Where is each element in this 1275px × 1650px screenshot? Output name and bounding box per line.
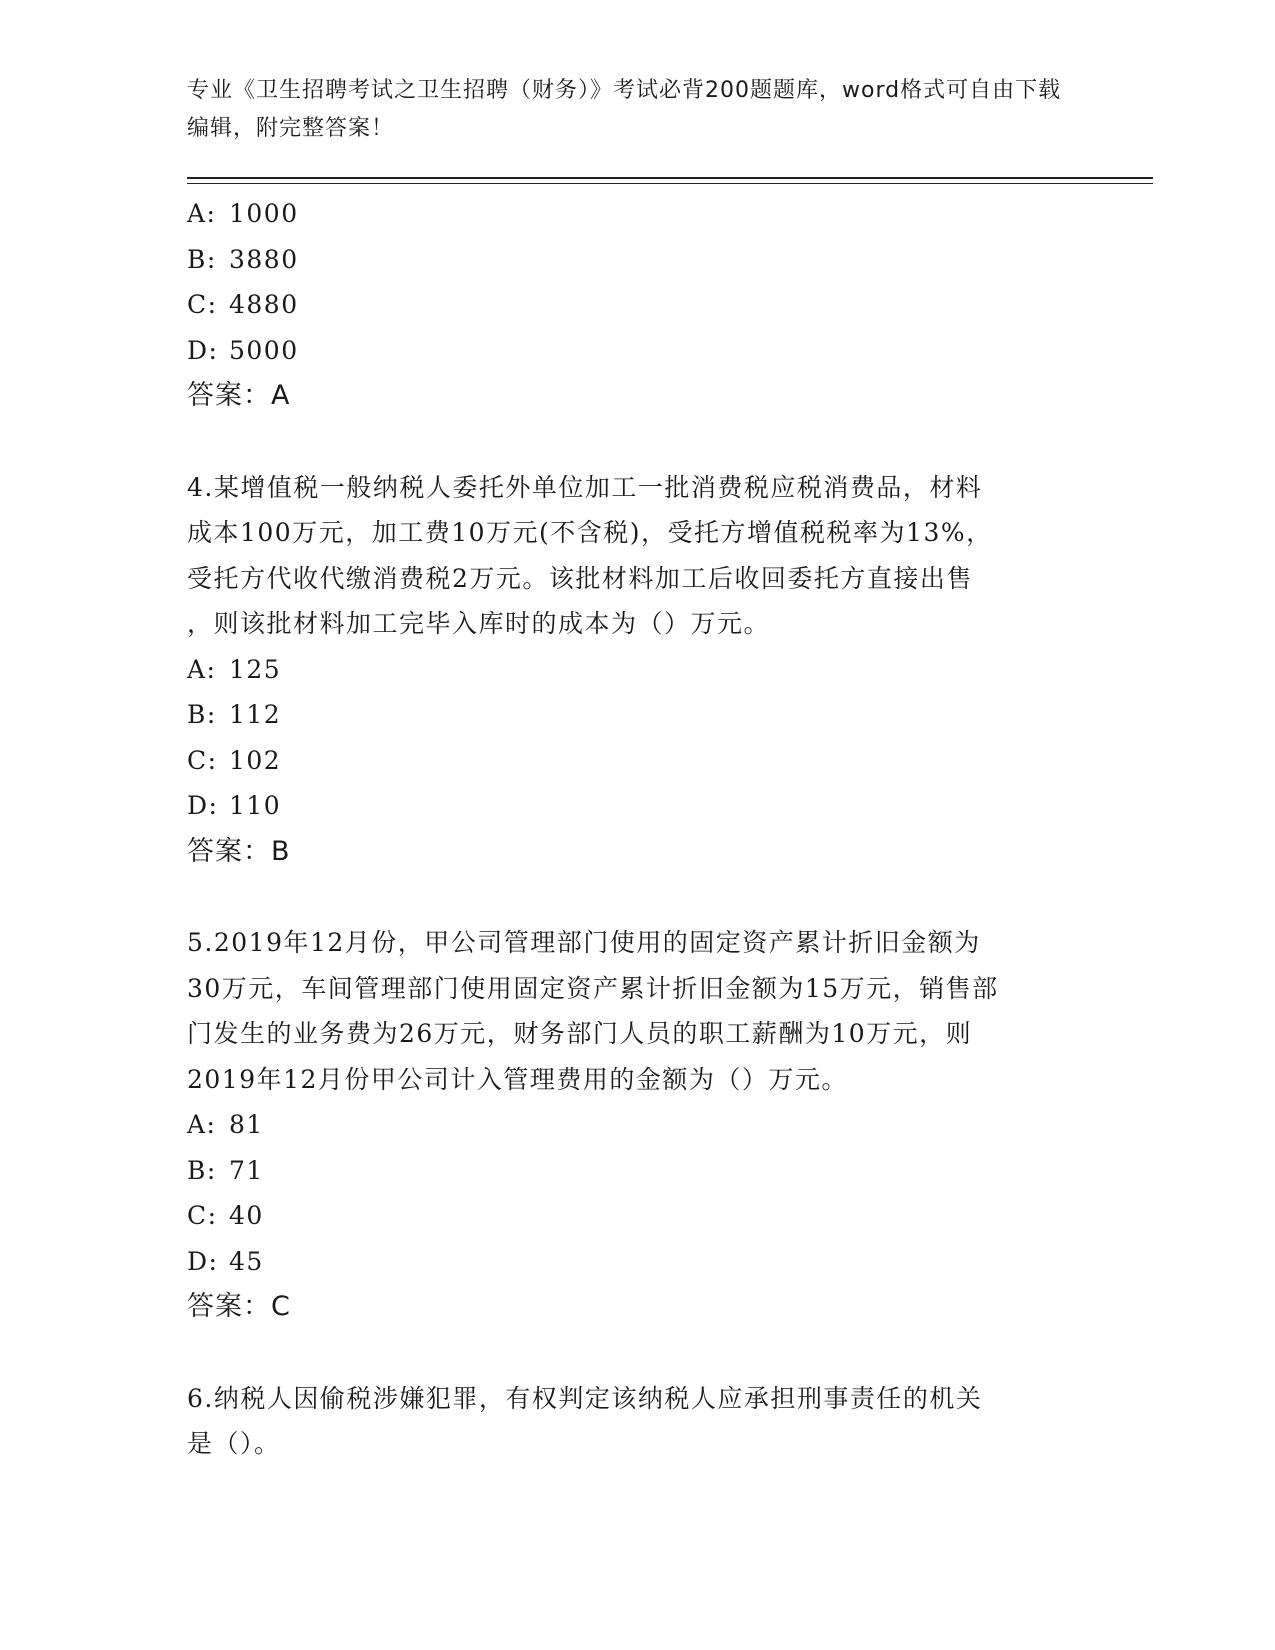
answer-line: 答案：A xyxy=(187,380,291,411)
option-b: B: 71 xyxy=(187,1155,264,1185)
option-b: B: 112 xyxy=(187,700,282,729)
option-b: B: 3880 xyxy=(187,244,299,274)
option-c: C: 4880 xyxy=(187,290,299,319)
question-content xyxy=(187,191,1087,1467)
document-header: 专业《卫生招聘考试之卫生招聘（财务）》考试必背200题题库，word格式可自由下载编辑，附完整答案！ xyxy=(187,78,1062,141)
header-divider-thick xyxy=(187,177,1153,179)
option-c: C: 40 xyxy=(187,1201,264,1230)
block-gap xyxy=(187,1330,1087,1376)
option-c: C: 102 xyxy=(187,745,282,775)
question-stem: 4.某增值税一般纳税人委托外单位加工一批消费税应税消费品，材料 成本100万元，加工费10万元(不含税)，受托方增值税税率为13%， 受托方代收代缴消费税2万元。该批材料加工后收回委托方直接出售 ，则该批材料加工完毕入库时的成本为（）万元。 xyxy=(187,472,993,638)
option-a: A: 125 xyxy=(187,654,282,684)
question-block xyxy=(187,920,1087,1330)
option-d: D: 45 xyxy=(187,1246,264,1276)
question-stem: 6.纳税人因偷税涉嫌犯罪，有权判定该纳税人应承担刑事责任的机关 是（）。 xyxy=(187,1383,983,1458)
answer-line: 答案：B xyxy=(187,835,291,867)
header-divider-thin xyxy=(187,183,1153,184)
question-block xyxy=(187,1376,1087,1467)
block-gap xyxy=(187,874,1087,920)
option-a: A: 81 xyxy=(187,1110,264,1139)
option-d: D: 5000 xyxy=(187,335,299,365)
option-a: A: 1000 xyxy=(187,199,299,228)
option-d: D: 110 xyxy=(187,791,282,820)
block-gap xyxy=(187,419,1087,465)
question-block xyxy=(187,191,1087,419)
question-stem: 5.2019年12月份，甲公司管理部门使用的固定资产累计折旧金额为 30万元，车间管理部门使用固定资产累计折旧金额为15万元，销售部 门发生的业务费为26万元，财务部门人员的职工薪酬为10万元，则 2019年12月份甲公司计入管理费用的金额为（）万元。 xyxy=(187,928,999,1094)
answer-line: 答案：C xyxy=(187,1291,291,1322)
question-block xyxy=(187,465,1087,875)
